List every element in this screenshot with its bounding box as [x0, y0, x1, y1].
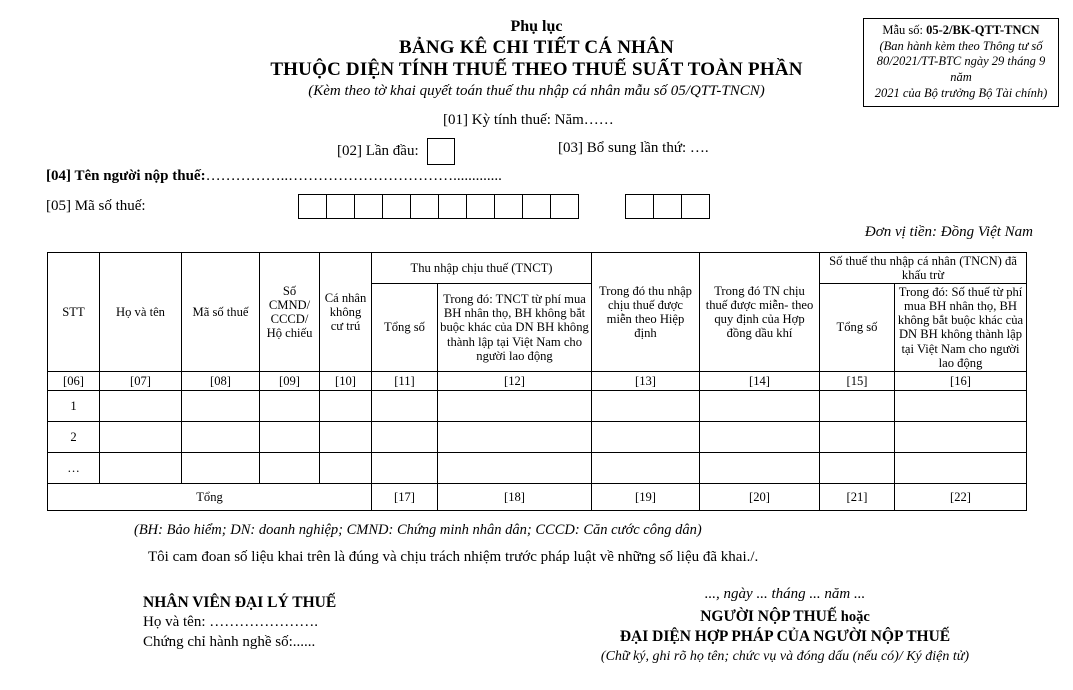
individual-detail-table — [47, 252, 1027, 511]
signature-section — [0, 585, 1073, 685]
tax-code-cell-3[interactable] — [354, 194, 383, 219]
total-code-21: [21] — [820, 483, 895, 510]
row-input-cell-1[interactable] — [100, 452, 182, 483]
row-input-cell-1[interactable] — [100, 421, 182, 452]
tax-code-input-group-1[interactable] — [298, 194, 578, 219]
column-code-16: [16] — [895, 371, 1027, 390]
document-kind-label: Phụ lục — [510, 18, 563, 35]
row-input-cell-10[interactable] — [895, 452, 1027, 483]
row-input-cell-7[interactable] — [592, 421, 700, 452]
tax-code-cell-8[interactable] — [494, 194, 523, 219]
column-code-10: [10] — [320, 371, 372, 390]
col-header-full-name: Họ và tên — [100, 253, 182, 372]
tax-code-suffix-cell-1[interactable] — [625, 194, 654, 219]
row-input-cell-4[interactable] — [320, 390, 372, 421]
form-number-line — [868, 23, 1054, 39]
row-input-cell-9[interactable] — [820, 452, 895, 483]
col-header-exempt-treaty: Trong đó thu nhập chịu thuế được miễn theo Hiệp định — [592, 253, 700, 372]
taxpayer-signature-block — [520, 585, 1050, 666]
total-code-17: [17] — [372, 483, 438, 510]
tax-code-cell-1[interactable] — [298, 194, 327, 219]
tax-agent-certificate-line: Chứng chỉ hành nghề số:...... — [143, 634, 316, 651]
row-input-cell-5[interactable] — [372, 452, 438, 483]
first-time-checkbox[interactable] — [427, 138, 455, 165]
notes-section — [0, 522, 1073, 566]
row-input-cell-4[interactable] — [320, 421, 372, 452]
tax-code-cell-9[interactable] — [522, 194, 551, 219]
form-issued-line-1: (Ban hành kèm theo Thông tư số — [879, 38, 1043, 53]
field-tax-code-label: [05] Mã số thuế: — [46, 198, 146, 214]
tax-code-cell-5[interactable] — [410, 194, 439, 219]
row-input-cell-5[interactable] — [372, 390, 438, 421]
row-input-cell-2[interactable] — [182, 390, 260, 421]
tax-code-cell-7[interactable] — [466, 194, 495, 219]
table-body — [48, 390, 1027, 483]
field-taxpayer-name-label: [04] Tên người nộp thuế: — [46, 168, 206, 184]
form-issued-line-2: 80/2021/TT-BTC ngày 29 tháng 9 năm — [876, 54, 1046, 84]
tax-code-cell-6[interactable] — [438, 194, 467, 219]
form-number-prefix: Mẫu số: — [882, 23, 927, 37]
col-header-stt: STT — [48, 253, 100, 372]
total-code-20: [20] — [700, 483, 820, 510]
col-header-tnct-detail: Trong đó: TNCT từ phí mua BH nhân thọ, BH không bắt buộc khác của DN BH không thành lập tại Việt Nam cho người lao động — [438, 284, 592, 372]
table-row — [48, 390, 1027, 421]
table-row — [48, 421, 1027, 452]
row-input-cell-9[interactable] — [820, 421, 895, 452]
row-input-cell-3[interactable] — [260, 421, 320, 452]
row-stt-cell: … — [48, 452, 100, 483]
tax-agent-heading: NHÂN VIÊN ĐẠI LÝ THUẾ — [143, 594, 337, 611]
commitment-note: Tôi cam đoan số liệu khai trên là đúng và chịu trách nhiệm trước pháp luật về những số liệu đã khai./. — [148, 549, 759, 565]
document-subtitle: (Kèm theo tờ khai quyết toán thuế thu nhập cá nhân mẫu số 05/QTT-TNCN) — [308, 82, 765, 99]
row-input-cell-6[interactable] — [438, 390, 592, 421]
taxpayer-heading-line-2: ĐẠI DIỆN HỢP PHÁP CỦA NGƯỜI NỘP THUẾ — [619, 627, 951, 645]
currency-unit-note: Đơn vị tiền: Đồng Việt Nam — [864, 224, 1033, 240]
form-number-box — [863, 18, 1059, 107]
form-fields-section — [0, 112, 1073, 240]
tax-agent-signature-block — [143, 593, 336, 653]
col-header-id-number: Số CMND/ CCCD/ Hộ chiếu — [260, 253, 320, 372]
document-header — [0, 0, 1073, 112]
abbreviations-note: (BH: Bảo hiểm; DN: doanh nghiệp; CMND: Chứng minh nhân dân; CCCD: Căn cước công dân) — [134, 522, 702, 538]
row-input-cell-5[interactable] — [372, 421, 438, 452]
tax-code-suffix-cell-2[interactable] — [653, 194, 682, 219]
row-input-cell-2[interactable] — [182, 452, 260, 483]
column-code-11: [11] — [372, 371, 438, 390]
row-input-cell-8[interactable] — [700, 390, 820, 421]
column-code-08: [08] — [182, 371, 260, 390]
column-code-14: [14] — [700, 371, 820, 390]
row-input-cell-7[interactable] — [592, 390, 700, 421]
column-code-13: [13] — [592, 371, 700, 390]
total-code-18: [18] — [438, 483, 592, 510]
table-header-row-1 — [48, 253, 1027, 284]
row-input-cell-8[interactable] — [700, 421, 820, 452]
document-title-line-2: THUỘC DIỆN TÍNH THUẾ THEO THUẾ SUẤT TOÀN PHẦN — [270, 58, 803, 80]
row-input-cell-8[interactable] — [700, 452, 820, 483]
taxpayer-signature-note: (Chữ ký, ghi rõ họ tên; chức vụ và đóng dấu (nếu có)/ Ký điện tử) — [600, 648, 970, 664]
detail-table-wrap — [47, 252, 1026, 511]
tax-code-cell-10[interactable] — [550, 194, 579, 219]
row-input-cell-6[interactable] — [438, 452, 592, 483]
column-code-07: [07] — [100, 371, 182, 390]
row-stt-cell: 2 — [48, 421, 100, 452]
column-code-12: [12] — [438, 371, 592, 390]
field-tax-period: [01] Kỳ tính thuế: Năm…… — [443, 112, 614, 128]
field-first-time — [337, 138, 455, 165]
signature-date-line: ..., ngày ... tháng ... năm ... — [704, 586, 866, 602]
taxpayer-heading-or: hoặc — [837, 608, 870, 625]
total-label: Tổng — [48, 483, 372, 510]
total-code-22: [22] — [895, 483, 1027, 510]
table-total-row — [48, 483, 1027, 510]
col-header-tncn-detail: Trong đó: Số thuế từ phí mua BH nhân thọ, BH không bắt buộc khác của DN BH không thành lập tại Việt Nam cho người lao động — [895, 284, 1027, 372]
form-number-code: 05-2/BK-QTT-TNCN — [926, 23, 1040, 37]
col-header-tncn-total: Tổng số — [820, 284, 895, 372]
col-header-tax-code: Mã số thuế — [182, 253, 260, 372]
field-amendment-number: [03] Bổ sung lần thứ: …. — [558, 140, 709, 156]
table-footer — [48, 483, 1027, 510]
tax-code-suffix-cell-3[interactable] — [681, 194, 710, 219]
table-row — [48, 452, 1027, 483]
row-input-cell-2[interactable] — [182, 421, 260, 452]
row-input-cell-9[interactable] — [820, 390, 895, 421]
taxpayer-heading-main: NGƯỜI NỘP THUẾ — [700, 607, 838, 625]
row-input-cell-7[interactable] — [592, 452, 700, 483]
col-header-non-resident: Cá nhân không cư trú — [320, 253, 372, 372]
column-code-09: [09] — [260, 371, 320, 390]
taxpayer-heading-line-1 — [520, 607, 1050, 627]
row-input-cell-10[interactable] — [895, 421, 1027, 452]
field-taxpayer-name — [46, 168, 502, 185]
row-stt-cell: 1 — [48, 390, 100, 421]
document-title-line-1: BẢNG KÊ CHI TIẾT CÁ NHÂN — [399, 36, 674, 58]
tax-code-input-group-2[interactable] — [625, 194, 709, 219]
row-input-cell-3[interactable] — [260, 452, 320, 483]
column-code-15: [15] — [820, 371, 895, 390]
col-header-tnct-total: Tổng số — [372, 284, 438, 372]
col-group-header-tnct: Thu nhập chịu thuế (TNCT) — [372, 253, 592, 284]
table-column-code-row — [48, 371, 1027, 390]
tax-code-cell-4[interactable] — [382, 194, 411, 219]
field-taxpayer-name-dots: ……………..……………………………............. — [205, 168, 502, 184]
tax-agent-name-line: Họ và tên: …………………. — [143, 614, 318, 631]
row-input-cell-4[interactable] — [320, 452, 372, 483]
row-input-cell-3[interactable] — [260, 390, 320, 421]
row-input-cell-6[interactable] — [438, 421, 592, 452]
row-input-cell-1[interactable] — [100, 390, 182, 421]
row-input-cell-10[interactable] — [895, 390, 1027, 421]
col-group-header-tncn: Số thuế thu nhập cá nhân (TNCN) đã khấu trừ — [820, 253, 1027, 284]
tax-code-cell-2[interactable] — [326, 194, 355, 219]
col-header-exempt-oil-gas: Trong đó TN chịu thuế được miễn- theo quy định của Hợp đồng dầu khí — [700, 253, 820, 372]
total-code-19: [19] — [592, 483, 700, 510]
column-code-06: [06] — [48, 371, 100, 390]
form-issued-line-3: 2021 của Bộ trưởng Bộ Tài chính) — [874, 85, 1048, 100]
field-first-time-label: [02] Lần đầu: — [337, 143, 419, 159]
